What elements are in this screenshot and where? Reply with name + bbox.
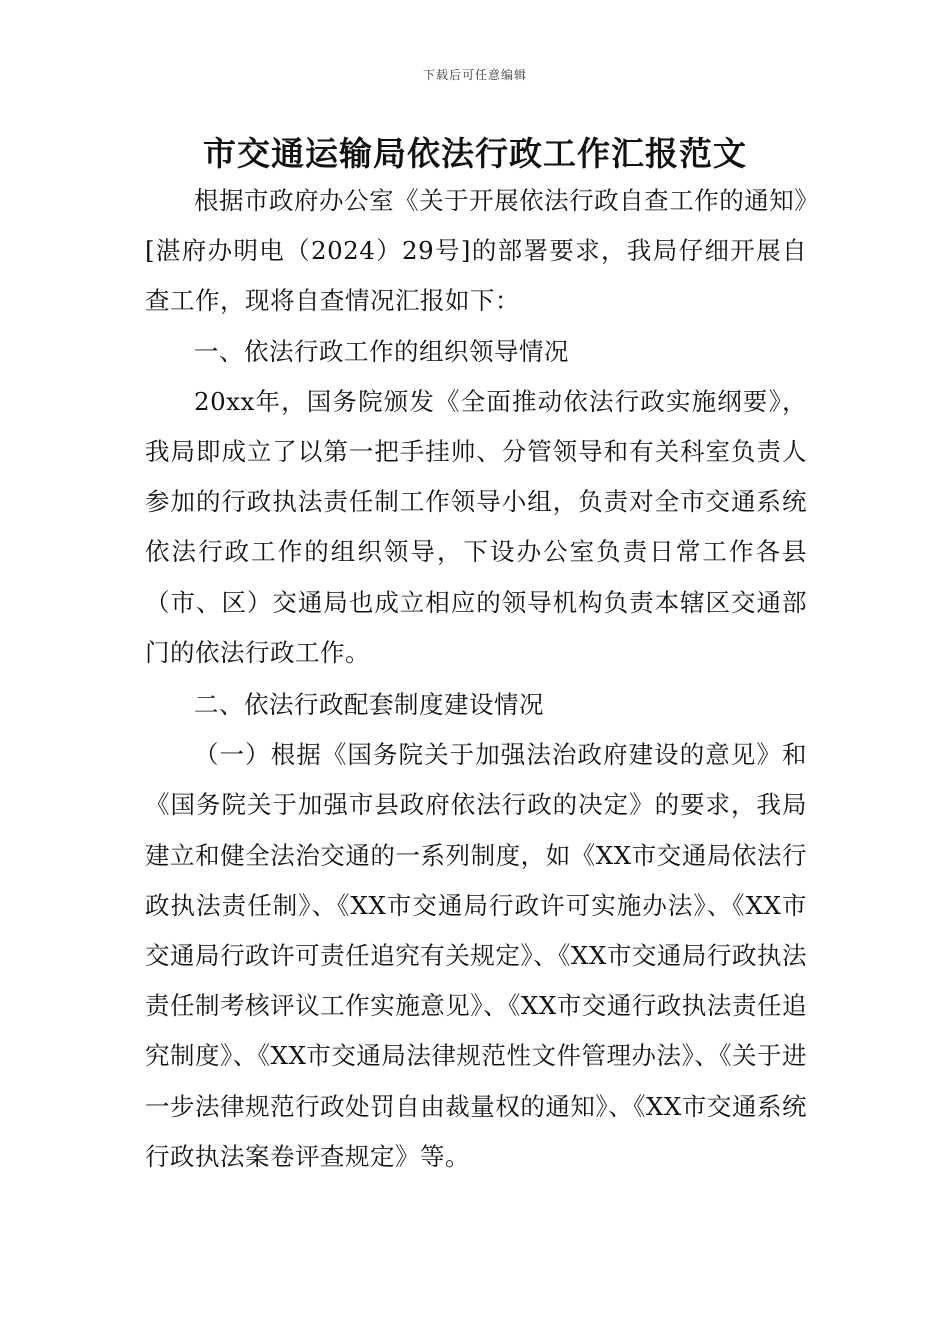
header-note: 下载后可任意编辑	[422, 68, 527, 82]
section-2-paragraph: （一）根据《国务院关于加强法治政府建设的意见》和《国务院关于加强市县政府依法行政的决定》的要求，我局建立和健全法治交通的一系列制度，如《XX市交通局依法行政执法责任制》、《XX市交通局行政许可实施办法》、《XX市交通局行政许可责任追究有关规定》、《XX市交通局行政执法责任制考核评议工作实施意见》、《XX市交通行政执法责任追究制度》、《XX市交通局法律规范性文件管理办法》、《关于进一步法律规范行政处罚自由裁量权的通知》、《XX市交通系统行政执法案卷评查规定》等。	[145, 740, 807, 1171]
section-heading-2: 二、依法行政配套制度建设情况	[194, 690, 544, 720]
section-heading-1: 一、依法行政工作的组织领导情况	[194, 336, 569, 366]
intro-paragraph: 根据市政府办公室《关于开展依法行政自查工作的通知》[湛府办明电（2024）29号]的部署要求，我局仔细开展自查工作，现将自查情况汇报如下：	[145, 186, 807, 316]
section-1-paragraph: 20xx年，国务院颁发《全面推动依法行政实施纲要》，我局即成立了以第一把手挂帅、分管领导和有关科室负责人参加的行政执法责任制工作领导小组，负责对全市交通系统依法行政工作的组织领导，下设办公室负责日常工作各县（市、区）交通局也成立相应的领导机构负责本辖区交通部门的依法行政工作。	[145, 386, 807, 667]
document-body	[145, 176, 807, 1182]
document-title: 市交通运输局依法行政工作汇报范文	[203, 134, 747, 173]
